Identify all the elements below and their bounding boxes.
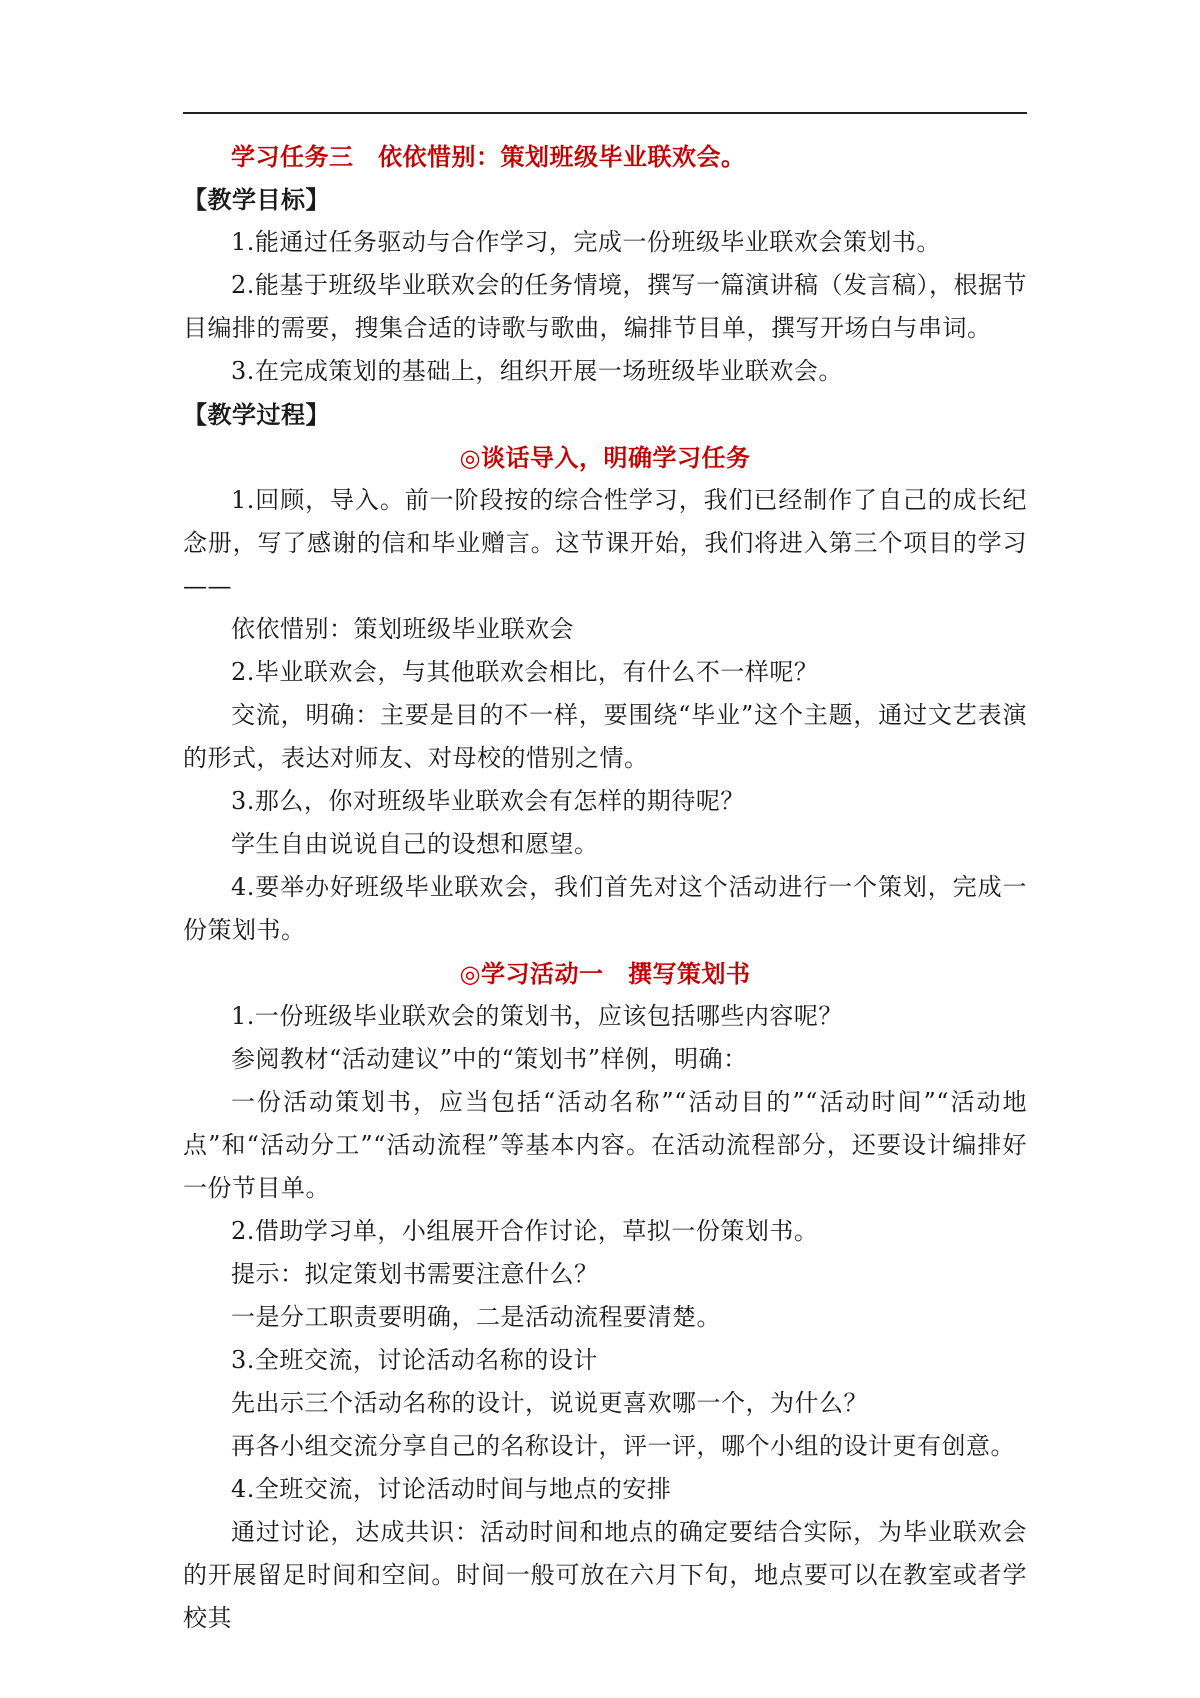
- paragraph: 1.回顾，导入。前一阶段按的综合性学习，我们已经制作了自己的成长纪念册，写了感谢的信和毕业赠言。这节课开始，我们将进入第三个项目的学习——: [183, 486, 1027, 600]
- goals-heading: 【教学目标】: [183, 185, 330, 214]
- paragraph: 4.要举办好班级毕业联欢会，我们首先对这个活动进行一个策划，完成一份策划书。: [183, 873, 1027, 944]
- paragraph: 先出示三个活动名称的设计，说说更喜欢哪一个，为什么？: [231, 1389, 868, 1417]
- task-title: 学习任务三 依依惜别：策划班级毕业联欢会。: [231, 142, 746, 171]
- paragraph: 2.毕业联欢会，与其他联欢会相比，有什么不一样呢？: [231, 658, 819, 686]
- paragraph: 提示：拟定策划书需要注意什么？: [231, 1260, 599, 1288]
- section-title: ◎学习活动一 撰写策划书: [459, 959, 751, 988]
- header-rule: [183, 112, 1027, 114]
- paragraph: 学生自由说说自己的设想和愿望。: [231, 830, 599, 858]
- paragraph: 3.那么，你对班级毕业联欢会有怎样的期待呢？: [231, 787, 745, 815]
- paragraph: 2.借助学习单，小组展开合作讨论，草拟一份策划书。: [231, 1217, 819, 1245]
- goal-item: 3.在完成策划的基础上，组织开展一场班级毕业联欢会。: [231, 357, 843, 385]
- goal-item: 1.能通过任务驱动与合作学习，完成一份班级毕业联欢会策划书。: [231, 228, 941, 256]
- process-heading: 【教学过程】: [183, 400, 330, 429]
- paragraph: 一是分工职责要明确，二是活动流程要清楚。: [231, 1303, 721, 1331]
- section-title: ◎谈话导入，明确学习任务: [459, 443, 751, 472]
- paragraph: 1.一份班级毕业联欢会的策划书，应该包括哪些内容呢？: [231, 1002, 843, 1030]
- paragraph: 4.全班交流，讨论活动时间与地点的安排: [231, 1475, 672, 1503]
- paragraph: 再各小组交流分享自己的名称设计，评一评，哪个小组的设计更有创意。: [231, 1432, 1015, 1460]
- document-body: [183, 135, 1027, 1640]
- goal-item: 2.能基于班级毕业联欢会的任务情境，撰写一篇演讲稿（发言稿），根据节目编排的需要，搜集合适的诗歌与歌曲，编排节目单，撰写开场白与串词。: [183, 271, 1027, 342]
- paragraph: 3.全班交流，讨论活动名称的设计: [231, 1346, 598, 1374]
- paragraph: 一份活动策划书，应当包括“活动名称”“活动目的”“活动时间”“活动地点”和“活动分工”“活动流程”等基本内容。在活动流程部分，还要设计编排好一份节目单。: [183, 1088, 1027, 1202]
- paragraph: 通过讨论，达成共识：活动时间和地点的确定要结合实际，为毕业联欢会的开展留足时间和空间。时间一般可放在六月下旬，地点要可以在教室或者学校其: [183, 1518, 1027, 1632]
- paragraph: 依依惜别：策划班级毕业联欢会: [231, 615, 574, 643]
- paragraph: 参阅教材“活动建议”中的“策划书”样例，明确：: [231, 1045, 748, 1073]
- paragraph: 交流，明确：主要是目的不一样，要围绕“毕业”这个主题，通过文艺表演的形式，表达对师友、对母校的惜别之情。: [183, 701, 1027, 772]
